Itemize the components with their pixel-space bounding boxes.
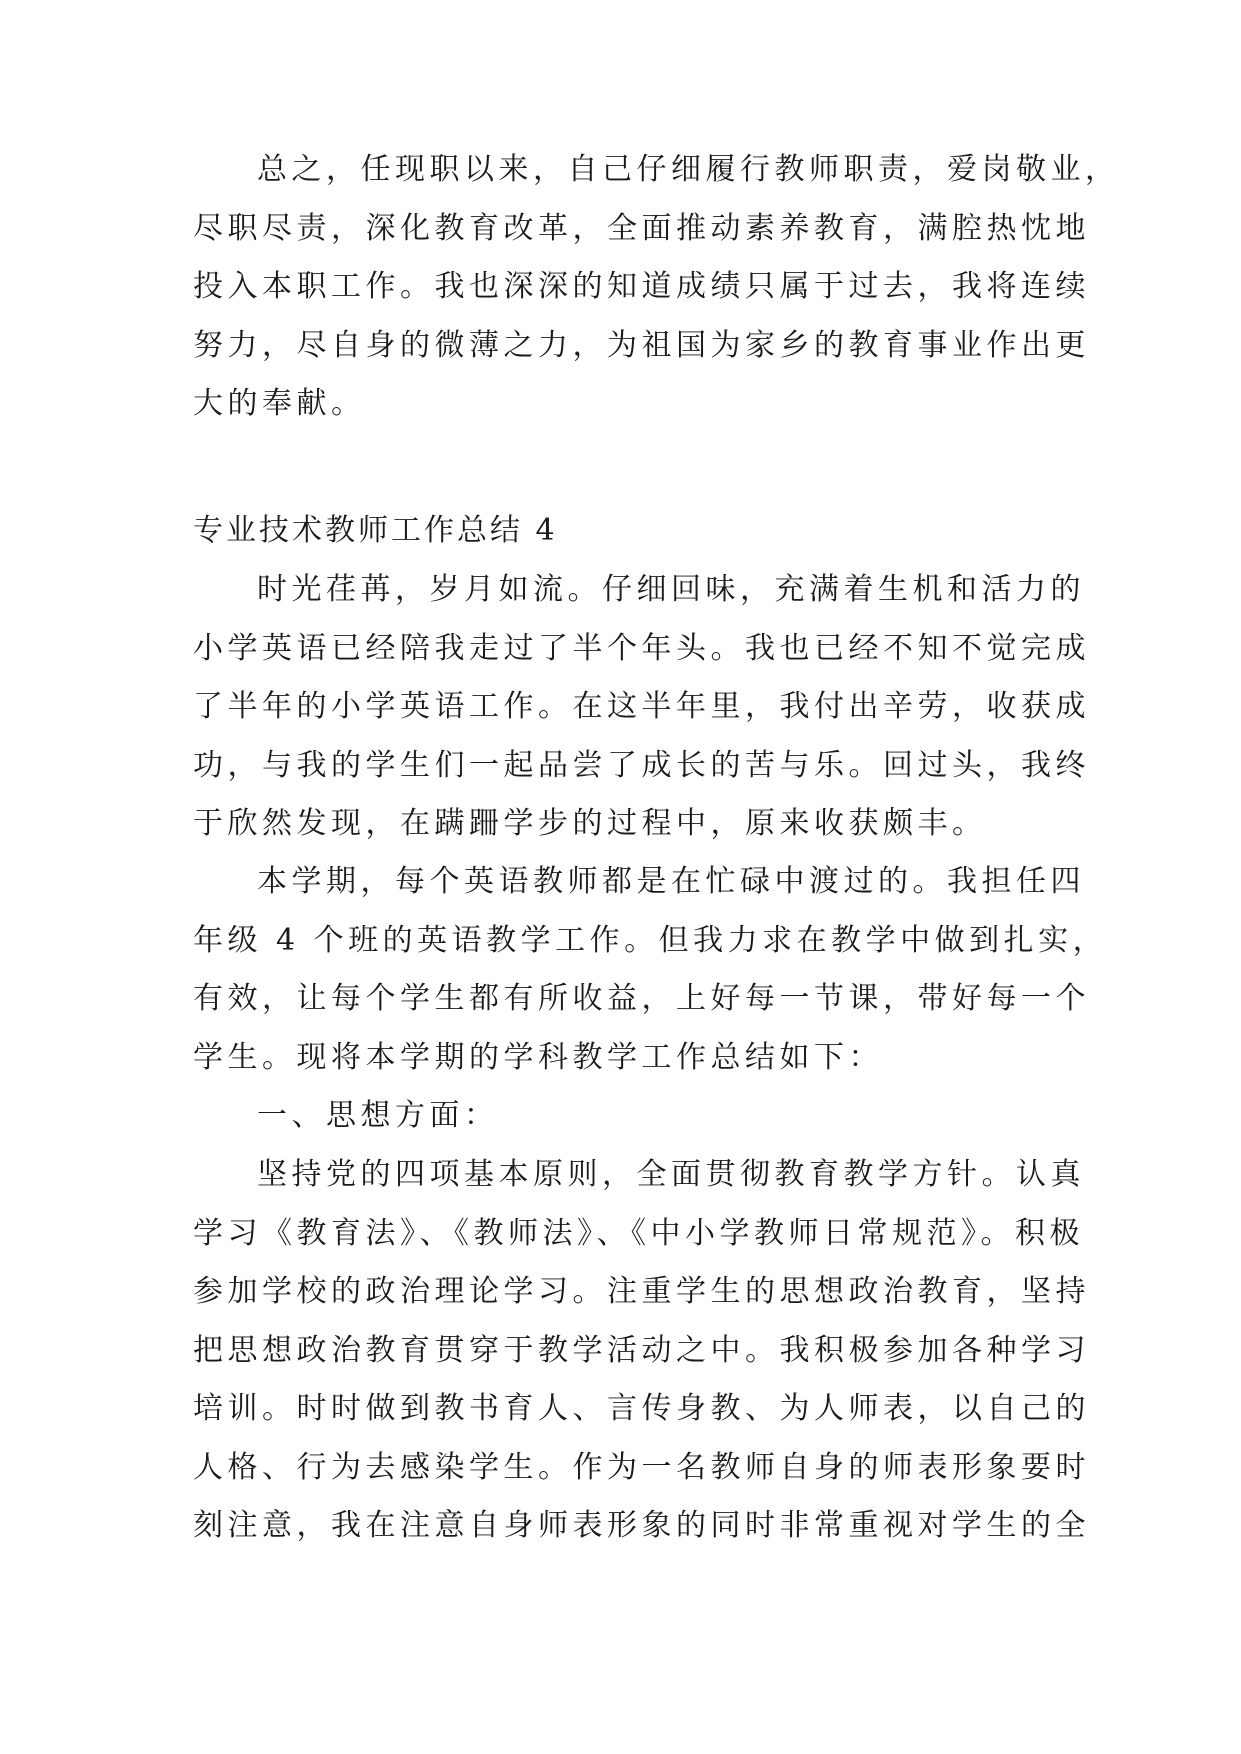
text-line: 时光荏苒，岁月如流。仔细回味，充满着生机和活力的 (257, 572, 1085, 607)
text-line: 本学期，每个英语教师都是在忙碌中渡过的。我担任四 (257, 864, 1085, 899)
text-line: 坚持党的四项基本原则，全面贯彻教育教学方针。认真 (257, 1157, 1085, 1192)
subheading-block (193, 1087, 1053, 1146)
text-line: 年级 4 个班的英语教学工作。但我力求在教学中做到扎实， (193, 922, 1108, 958)
text-line: 功，与我的学生们一起品尝了成长的苦与乐。回过头，我终 (193, 747, 1090, 783)
text-line: 人格、行为去感染学生。作为一名教师自身的师表形象要时 (193, 1449, 1090, 1485)
text-line: 努力，尽自身的微薄之力，为祖国为家乡的教育事业作出更 (193, 327, 1090, 363)
intro-paragraph (193, 141, 1120, 434)
text-line: 投入本职工作。我也深深的知道成绩只属于过去，我将连续 (193, 269, 1090, 304)
text-line: 培训。时时做到教书育人、言传身教、为人师表，以自己的 (193, 1391, 1090, 1426)
paragraph-1 (193, 561, 1090, 854)
text-line: 把思想政治教育贯穿于教学活动之中。我积极参加各种学习 (193, 1332, 1090, 1368)
text-line: 大的奉献。 (193, 386, 366, 421)
paragraph-2 (193, 853, 1108, 1087)
text-line: 参加学校的政治理论学习。注重学生的思想政治教育，坚持 (193, 1274, 1090, 1309)
text-line: 学习《教育法》、《教师法》、《中小学教师日常规范》。积极 (193, 1215, 1084, 1251)
subheading: 一、思想方面： (257, 1098, 499, 1133)
paragraph-3 (193, 1146, 1090, 1556)
text-line: 尽职尽责，深化教育改革，全面推动素养教育，满腔热忱地 (193, 210, 1090, 246)
text-line: 小学英语已经陪我走过了半个年头。我也已经不知不觉完成 (193, 630, 1090, 666)
text-line: 学生。现将本学期的学科教学工作总结如下： (193, 1039, 883, 1075)
text-line: 刻注意，我在注意自身师表形象的同时非常重视对学生的全 (193, 1508, 1090, 1543)
text-line: 了半年的小学英语工作。在这半年里，我付出辛劳，收获成 (193, 689, 1090, 724)
text-line: 总之，任现职以来，自己仔细履行教师职责，爱岗敬业， (257, 152, 1120, 187)
text-line: 有效，让每个学生都有所收益，上好每一节课，带好每一个 (193, 981, 1090, 1016)
text-line: 于欣然发现，在蹒跚学步的过程中，原来收获颇丰。 (193, 806, 987, 841)
section-title: 专业技术教师工作总结 4 (193, 513, 558, 548)
